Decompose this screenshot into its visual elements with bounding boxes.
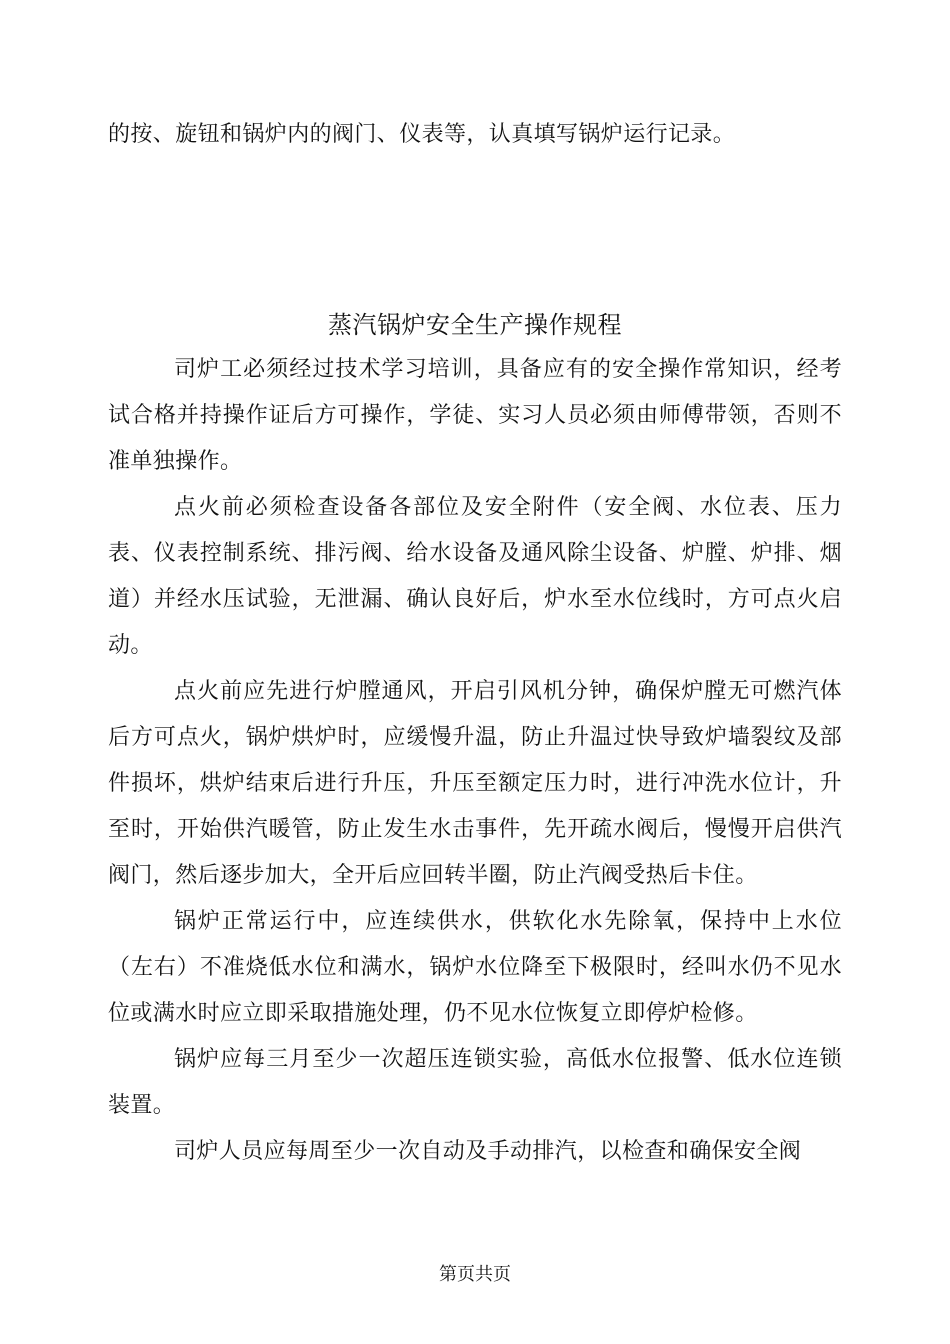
carry-over-text: 的按、旋钮和锅炉内的阀门、仪表等，认真填写锅炉运行记录。 <box>108 122 736 147</box>
document-title: 蒸汽锅炉安全生产操作规程 <box>328 311 622 339</box>
paragraph-pre-ignition-inspection: 点火前必须检查设备各部位及安全附件（安全阀、水位表、压力表、仪表控制系统、排污阀、给水设备及通风除尘设备、炉膛、炉排、烟道）并经水压试验，无泄漏、确认良好后，炉水至水位线时，方可点火启动。 <box>108 495 842 658</box>
paragraph-ignition-procedure: 点火前应先进行炉膛通风，开启引风机分钟，确保炉膛无可燃汽体后方可点火，锅炉烘炉时，应缓慢升温，防止升温过快导致炉墙裂纹及部件损坏，烘炉结束后进行升压，升压至额定压力时，进行冲洗水位计，升至时，开始供汽暖管，防止发生水击事件，先开疏水阀后，慢慢开启供汽阀门，然后逐步加大，全开后应回转半圈，防止汽阀受热后卡住。 <box>108 679 842 888</box>
paragraph-qualification: 司炉工必须经过技术学习培训，具备应有的安全操作常知识，经考试合格并持操作证后方可操作，学徒、实习人员必须由师傅带领，否则不准单独操作。 <box>108 357 842 474</box>
page-footer: 第页共页 <box>439 1264 511 1285</box>
paragraph-overpressure-test: 锅炉应每三月至少一次超压连锁实验，高低水位报警、低水位连锁装置。 <box>108 1047 842 1118</box>
document-body <box>108 347 842 1175</box>
paragraph-water-level: 锅炉正常运行中，应连续供水，供软化水先除氧，保持中上水位（左右）不准烧低水位和满水，锅炉水位降至下极限时，经叫水仍不见水位或满水时应立即采取措施处理，仍不见水位恢复立即停炉检修。 <box>108 909 842 1026</box>
paragraph-safety-valve: 司炉人员应每周至少一次自动及手动排汽，以检查和确保安全阀 <box>174 1139 802 1164</box>
